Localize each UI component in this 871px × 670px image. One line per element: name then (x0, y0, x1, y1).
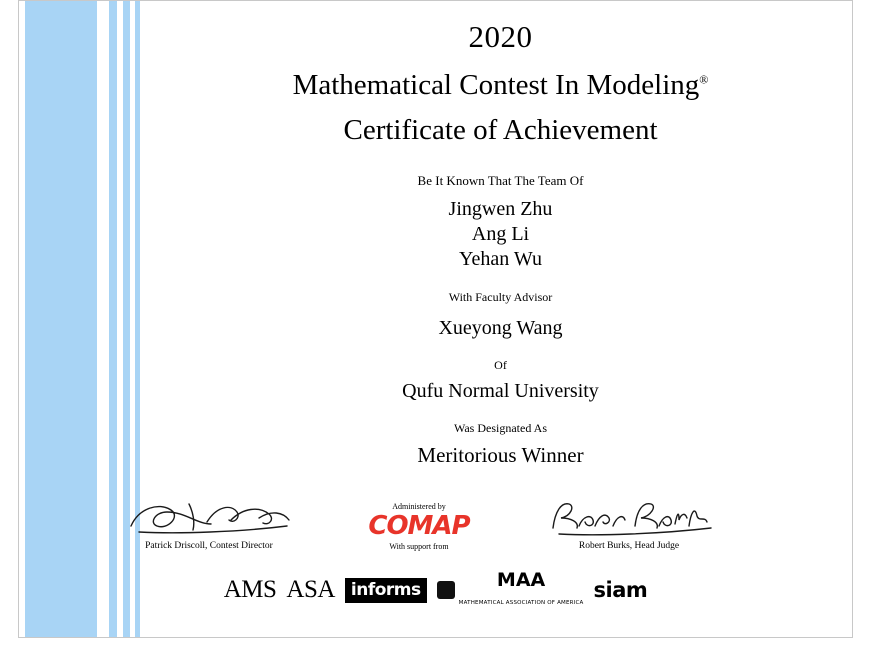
institution-name: Qufu Normal University (402, 380, 599, 402)
registered-trademark-icon: ® (699, 72, 709, 87)
comap-logo: COMAP (368, 511, 470, 541)
maa-cube-icon (437, 581, 455, 599)
team-member: Yehan Wu (459, 248, 542, 270)
team-member: Ang Li (471, 223, 530, 245)
signature-burks-icon (539, 496, 719, 538)
team-label: Be It Known That The Team Of (417, 173, 584, 188)
team-members-list (149, 197, 852, 272)
maa-logo-wrap (437, 571, 584, 609)
sponsor-logo-strip (19, 571, 852, 609)
of-label: Of (494, 358, 507, 372)
award-title: Meritorious Winner (417, 443, 584, 467)
certificate-contest-title (149, 69, 852, 102)
contest-title-text: Mathematical Contest In Modeling (292, 69, 700, 101)
certificate-subtitle: Certificate of Achievement (343, 114, 658, 146)
signature-caption-head-judge: Robert Burks, Head Judge (578, 541, 680, 551)
siam-logo: siam (593, 578, 648, 602)
signature-block-head-judge (539, 496, 719, 551)
comap-administered-label: Administered by (392, 502, 446, 511)
advisor-name: Xueyong Wang (438, 317, 563, 339)
informs-logo: informs (345, 578, 427, 603)
maa-subtitle: MATHEMATICAL ASSOCIATION OF AMERICA (458, 600, 584, 606)
ams-logo: AMS (223, 576, 277, 603)
signature-block-contest-director (119, 496, 299, 551)
maa-logo: MAA (496, 569, 546, 591)
decorative-blue-bar-wide (25, 1, 97, 637)
signature-driscoll-icon (119, 496, 299, 538)
designation-label: Was Designated As (453, 421, 548, 435)
certificate-document (18, 0, 853, 638)
maa-text-block (459, 571, 584, 609)
certificate-year: 2020 (468, 19, 533, 54)
signature-row (119, 496, 719, 551)
asa-logo: ASA (286, 576, 335, 603)
decorative-blue-bar-1 (109, 1, 117, 637)
advisor-label: With Faculty Advisor (448, 290, 553, 304)
signature-caption-contest-director: Patrick Driscoll, Contest Director (145, 541, 273, 551)
comap-logo-block (354, 502, 484, 551)
team-member: Jingwen Zhu (448, 198, 553, 220)
comap-support-label: With support from (389, 542, 449, 551)
